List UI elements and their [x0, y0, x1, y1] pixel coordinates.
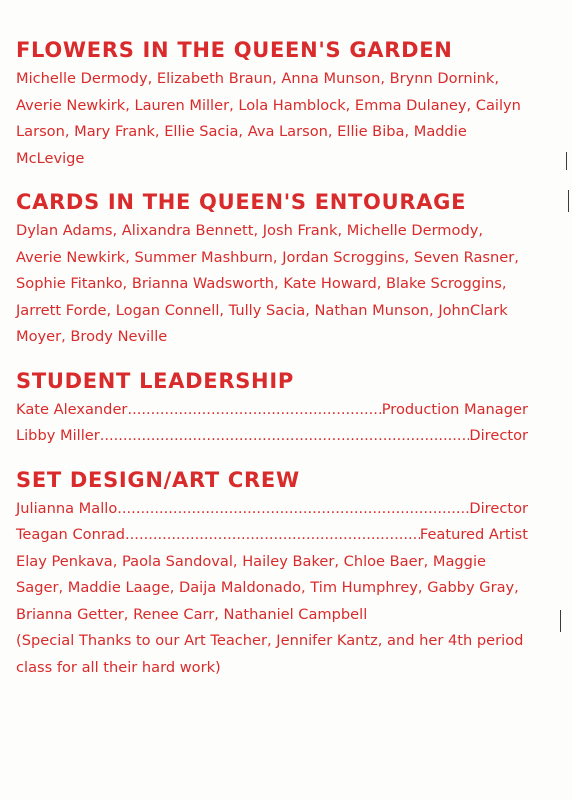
scan-mark [568, 190, 569, 212]
section-cards [16, 186, 528, 351]
credit-name: Libby Miller [16, 427, 100, 444]
credit-name: Julianna Mallo [16, 499, 118, 517]
credit-name: Teagan Conrad [16, 526, 126, 543]
credit-line [16, 496, 528, 523]
dot-leader [100, 423, 470, 450]
dot-leader [127, 397, 381, 424]
section-heading: CARDS IN THE QUEEN'S ENTOURAGE [16, 190, 467, 214]
credit-name: Kate Alexander [16, 400, 128, 418]
dot-leader [117, 496, 469, 523]
credit-role: Director [469, 427, 528, 444]
section-heading: SET DESIGN/ART CREW [16, 467, 300, 492]
program-content [16, 34, 528, 695]
section-set-design [16, 464, 528, 682]
credit-line [16, 522, 528, 549]
credit-role: Featured Artist [419, 526, 528, 543]
section-student-leadership [16, 365, 528, 450]
crew-list: Elay Penkava, Paola Sandoval, Hailey Baker, Chloe Baer, Maggie Sager, Maddie Laage, Daija Maldonado, Tim Humphrey, Gabby Gray, Brianna Getter, Renee Carr, Nathaniel Campbell [16, 552, 519, 623]
scan-mark [560, 610, 561, 632]
credit-line [16, 397, 528, 424]
section-flowers [16, 34, 528, 172]
credit-line [16, 423, 528, 450]
special-thanks-note: (Special Thanks to our Art Teacher, Jennifer Kantz, and her 4th period class for all their hard work) [16, 632, 524, 676]
credit-role: Director [469, 499, 528, 517]
scan-mark [566, 152, 567, 170]
section-heading: FLOWERS IN THE QUEEN'S GARDEN [16, 38, 453, 62]
dot-leader [125, 522, 420, 549]
section-heading: STUDENT LEADERSHIP [16, 368, 294, 393]
cast-list: Michelle Dermody, Elizabeth Braun, Anna Munson, Brynn Dornink, Averie Newkirk, Lauren Miller, Lola Hamblock, Emma Dulaney, Cailyn Larson, Mary Frank, Ellie Sacia, Ava Larson, Ellie Biba, Maddie McLevige [16, 70, 521, 167]
credit-role: Production Manager [381, 400, 528, 418]
cast-list: Dylan Adams, Alixandra Bennett, Josh Frank, Michelle Dermody, Averie Newkirk, Summer Mashburn, Jordan Scroggins, Seven Rasner, Sophie Fitanko, Brianna Wadsworth, Kate Howard, Blake Scroggins, Jarrett Forde, Logan Connell, Tully Sacia, Nathan Munson, JohnClark Moyer, Brody Neville [16, 222, 519, 345]
